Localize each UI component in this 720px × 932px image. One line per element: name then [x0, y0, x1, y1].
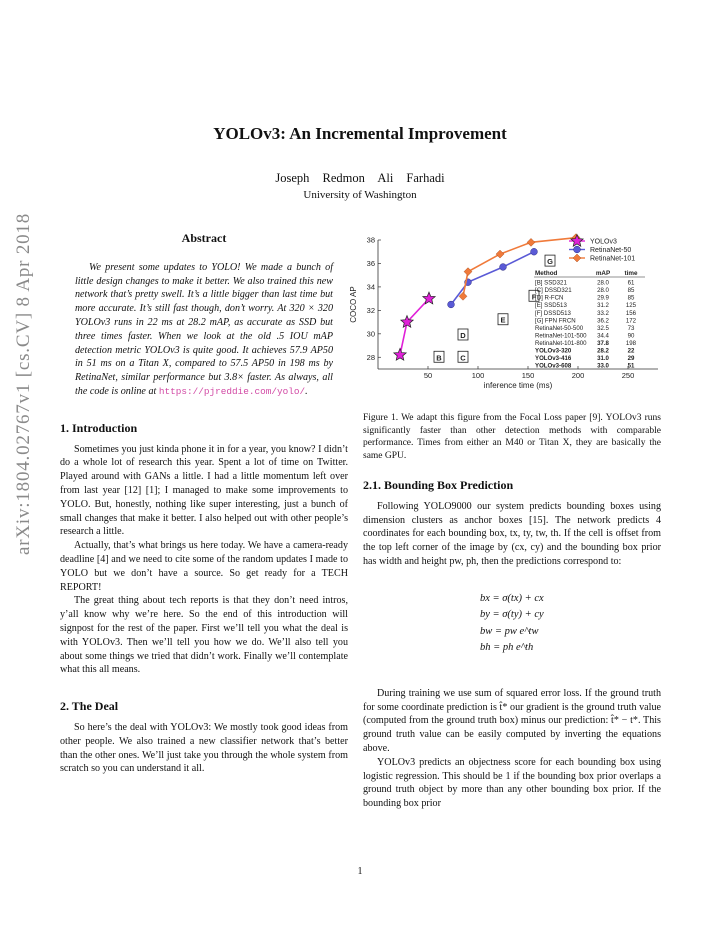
right-column: [349, 232, 661, 811]
table-cell: 28.0: [597, 279, 609, 287]
table-cell: YOLOv3-608: [535, 362, 572, 370]
table-cell: 37.8: [597, 339, 609, 347]
point-label: G: [547, 257, 553, 267]
equation: bh = ph e^th: [480, 642, 534, 654]
x-tick-label: 250: [621, 371, 635, 380]
author-list: [0, 171, 720, 186]
table-cell: 85: [627, 294, 635, 302]
point-label: B: [436, 353, 442, 363]
x-axis-label: inference time (ms): [483, 381, 553, 390]
legend-marker: [571, 235, 583, 247]
legend-marker: [574, 246, 581, 253]
abstract-heading: Abstract: [181, 231, 227, 245]
table-cell: YOLOv3-416: [535, 355, 572, 363]
table-cell: RetinaNet-101-500: [535, 332, 587, 340]
paper-title: YOLOv3: An Incremental Improvement: [213, 124, 507, 143]
y-tick-label: 30: [366, 329, 375, 339]
table-cell: 32.5: [597, 324, 609, 332]
abstract-body: We present some updates to YOLO! We made a bunch of little design changes to make it better. We also trained this new network that’s pretty swell. It’s a little bigger than last time but more accurate. It’s still fast though, don’t worry. At 320 × 320 YOLOv3 runs in 22 ms at 28.2 mAP, as accurate as SSD but three times faster. When we look at the old .5 IOU mAP detection metric YOLOv3 is quite good. It achieves 57.9 AP50 in 51 ms on a Titan X, compared to 57.5 AP50 in 198 ms by RetinaNet, similar performance but 3.8× faster. As always, all the code is online at: [75, 261, 333, 397]
y-tick-label: 32: [366, 305, 375, 315]
table-cell: 198: [625, 339, 637, 347]
bbox-heading: 2.1. Bounding Box Prediction: [363, 478, 514, 492]
table-cell: [E] SSD513: [535, 302, 567, 310]
data-point: [394, 348, 406, 360]
table-cell: [C] DSSD321: [535, 287, 572, 295]
bbox-paragraph: YOLOv3 predicts an objectness score for each bounding box using logistic regression. This should be 1 if the bounding box prior overlaps a ground truth object by more than any other bounding box prior. If the bounding box prior: [363, 756, 661, 810]
table-cell: 31.0: [597, 355, 609, 363]
point-label: F: [531, 292, 537, 302]
legend-label: RetinaNet-101: [590, 255, 636, 263]
table-cell: 33.2: [597, 309, 609, 317]
author-name: Joseph Redmon: [275, 171, 365, 185]
table-header: mAP: [595, 270, 611, 277]
legend-marker: [573, 254, 581, 262]
equation-block: [363, 591, 661, 657]
data-point: [464, 268, 472, 276]
x-tick-label: 100: [471, 371, 485, 380]
intro-paragraph: Actually, that’s what brings us here today. We have a camera-ready deadline [4] and we need to cite some of the random updates I made to YOLO but we don’t have a source. So get ready for a TECH REPORT!: [60, 540, 348, 593]
y-tick-label: 36: [366, 258, 375, 268]
data-point: [448, 301, 455, 308]
y-tick-label: 28: [366, 352, 375, 362]
table-cell: 85: [627, 287, 635, 295]
table-cell: RetinaNet-101-800: [535, 339, 587, 347]
point-label: D: [460, 330, 466, 340]
table-cell: 28.0: [597, 287, 609, 295]
table-cell: [F] DSSD513: [535, 309, 571, 317]
point-label: E: [500, 315, 506, 325]
intro-heading: 1. Introduction: [60, 420, 138, 435]
arxiv-stamp: arXiv:1804.02767v1 [cs.CV] 8 Apr 2018: [13, 212, 34, 555]
y-axis-label: COCO AP: [349, 286, 358, 323]
bbox-paragraph: During training we use sum of squared error loss. If the ground truth for some coordinate prediction is t̂* our gradient is the ground truth value (computed from the ground truth box) minus our prediction: t̂* − t*. This ground truth value can be easily computed by inverting the equations above.: [363, 687, 661, 754]
data-point: [527, 238, 535, 246]
table-cell: 125: [625, 302, 637, 310]
table-cell: 29.9: [597, 294, 609, 302]
page-number: 1: [357, 866, 363, 877]
y-tick-label: 34: [366, 282, 375, 292]
x-tick-label: 50: [423, 371, 433, 380]
table-cell: 61: [627, 279, 635, 287]
deal-paragraph: So here’s the deal with YOLOv3: We mostly took good ideas from other people. We also trained a new classifier network that’s better than the other ones. We’ll just take you through the whole system from scratch so you can understand it all.: [60, 721, 348, 775]
table-cell: 73: [627, 324, 635, 332]
intro-paragraph: Sometimes you just kinda phone it in for a year, you know? I didn’t do a whole lot of research this year. Spent a lot of time on Twitter. Played around with GANs a little. I had a little momentum left over from last year [12] [1]; I managed to make some improvements to YOLO. But, honestly, nothing like super interesting, just a bunch of small changes that make it better. I also helped out with other people’s research a little.: [60, 443, 348, 538]
data-point: [500, 264, 507, 271]
legend-label: YOLOv3: [590, 238, 617, 246]
table-cell: 33.0: [597, 362, 609, 370]
figure-1: [349, 232, 661, 404]
x-tick-label: 200: [571, 371, 585, 380]
table-header: Method: [535, 270, 558, 277]
y-tick-label: 38: [366, 235, 375, 245]
figure-caption: Figure 1. We adapt this figure from the Focal Loss paper [9]. YOLOv3 runs significantly faster than other detection methods with comparable performance. Times from either an M40 or Titan X, they are basically the same GPU.: [363, 413, 661, 461]
abstract-text: We present some updates to YOLO! We made a bunch of little design changes to make it better. We also trained this new network that’s pretty swell. It’s a little bigger than last time but more accurate. It’s still fast though, don’t worry. At 320 × 320 YOLOv3 runs in 22 ms at 28.2 mAP, as accurate as SSD but three times faster. When we look at the old .5 IOU mAP detection metric YOLOv3 is quite good. It achieves 57.9 AP50 in 51 ms on a Titan X, compared to 57.5 AP50 in 198 ms by RetinaNet, similar performance but 3.8× faster. As always, all the code is online at https://pjreddie.com/yolo/.: [75, 261, 333, 397]
bbox-paragraph: Following YOLO9000 our system predicts bounding boxes using dimension clusters as anchor boxes [15]. The network predicts 4 coordinates for each bounding box, tx, ty, tw, th. If the cell is offset from the top left corner of the image by (cx, cy) and the bounding box prior has width and height pw, ph, then the predictions correspond to:: [363, 500, 661, 567]
table-cell: 34.4: [597, 332, 609, 340]
table-cell: 51: [627, 362, 635, 370]
equation: bx = σ(tx) + cx: [480, 592, 544, 604]
data-point: [531, 248, 538, 255]
intro-paragraph: The great thing about tech reports is that they don’t need intros, y’all know why we’re here. So the end of this introduction will signpost for the rest of the paper. First we’ll tell you what the deal is with YOLOv3. Then we’ll tell you how we do. We’ll also tell you about some things we tried that didn’t work. Finally we’ll contemplate what this all means.: [60, 595, 348, 676]
table-cell: 31.2: [597, 302, 609, 310]
table-cell: 172: [625, 317, 637, 325]
left-column: [60, 232, 348, 776]
code-url-link[interactable]: https://pjreddie.com/yolo/: [158, 385, 306, 397]
table-cell: 90: [627, 332, 635, 340]
table-cell: 36.2: [597, 317, 609, 325]
data-point: [496, 250, 504, 258]
table-cell: 29: [627, 355, 635, 363]
deal-heading: 2. The Deal: [60, 699, 119, 714]
author-name: Ali Farhadi: [377, 171, 445, 185]
affiliation: University of Washington: [303, 189, 417, 201]
point-label: C: [460, 353, 466, 363]
x-tick-label: 150: [521, 371, 535, 380]
table-cell: [G] FPN FRCN: [535, 317, 576, 325]
table-cell: 22: [627, 347, 635, 355]
equation: bw = pw e^tw: [480, 625, 539, 637]
table-cell: 156: [625, 309, 637, 317]
table-cell: [B] SSD321: [535, 279, 567, 287]
table-header: time: [624, 270, 638, 277]
legend-label: RetinaNet-50: [590, 247, 632, 254]
table-cell: YOLOv3-320: [535, 347, 572, 355]
equation: by = σ(ty) + cy: [480, 609, 544, 621]
table-cell: [D] R-FCN: [535, 294, 564, 302]
table-cell: RetinaNet-50-500: [535, 324, 584, 332]
chart-svg: [349, 232, 661, 404]
table-cell: 28.2: [597, 347, 609, 355]
